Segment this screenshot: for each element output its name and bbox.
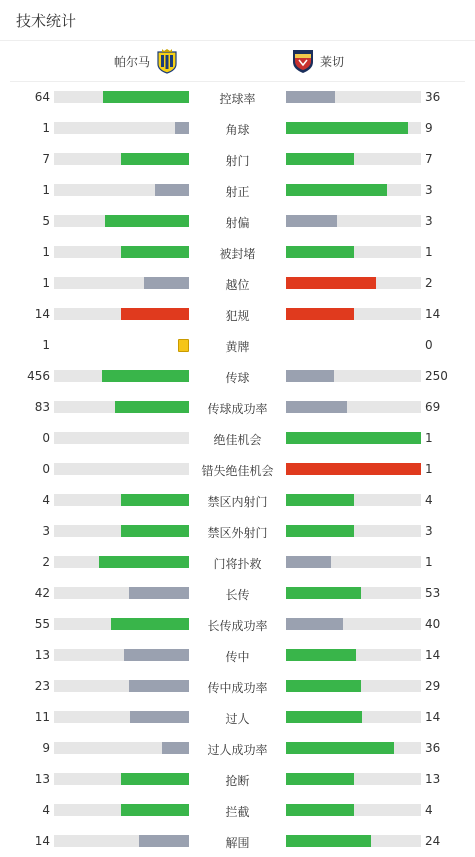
- home-bar-fill: [121, 246, 189, 258]
- away-value: 53: [425, 586, 441, 600]
- away-value: 2: [425, 276, 433, 290]
- stat-label: 传中成功率: [207, 681, 268, 695]
- away-value: 3: [425, 214, 433, 228]
- home-value: 2: [42, 555, 50, 569]
- away-bar: [286, 401, 421, 413]
- home-bar: [54, 184, 189, 196]
- away-bar-fill: [286, 494, 354, 506]
- away-bar-fill: [286, 277, 376, 289]
- away-value: 3: [425, 524, 433, 538]
- away-value: 9: [425, 121, 433, 135]
- away-value: 1: [425, 555, 433, 569]
- home-value: 14: [34, 307, 50, 321]
- home-bar: [54, 649, 189, 661]
- home-bar: [54, 742, 189, 754]
- stat-label: 犯规: [225, 309, 250, 323]
- stat-row: [0, 330, 475, 361]
- away-value: 24: [425, 834, 441, 848]
- away-bar: [286, 184, 421, 196]
- stat-label: 越位: [225, 278, 250, 292]
- home-value: 14: [34, 834, 50, 848]
- home-bar-fill: [121, 308, 189, 320]
- home-bar-fill: [139, 835, 189, 847]
- stat-label: 拦截: [225, 805, 250, 819]
- stat-row: [0, 485, 475, 516]
- home-bar: [54, 525, 189, 537]
- yellow-card-icon: [178, 339, 189, 352]
- stat-row: [0, 237, 475, 268]
- home-bar-fill: [129, 587, 189, 599]
- home-bar: [54, 91, 189, 103]
- away-bar: [286, 711, 421, 723]
- stat-label: 抢断: [225, 774, 250, 788]
- stat-row: [0, 82, 475, 113]
- stat-row: [0, 144, 475, 175]
- stat-row: [0, 361, 475, 392]
- home-value: 64: [34, 90, 50, 104]
- parma-crest-icon: [156, 48, 178, 74]
- away-bar-fill: [286, 122, 408, 134]
- away-value: 4: [425, 803, 433, 817]
- away-value: 40: [425, 617, 441, 631]
- stat-label: 射偏: [225, 216, 250, 230]
- away-bar: [286, 432, 421, 444]
- away-bar-fill: [286, 618, 343, 630]
- away-value: 250: [425, 369, 448, 383]
- away-bar-fill: [286, 773, 354, 785]
- away-value: 7: [425, 152, 433, 166]
- home-bar: [54, 308, 189, 320]
- stat-row: [0, 671, 475, 702]
- home-value: 7: [42, 152, 50, 166]
- home-value: 456: [27, 369, 50, 383]
- home-bar: [54, 587, 189, 599]
- away-bar-fill: [286, 680, 361, 692]
- home-bar-fill: [121, 153, 189, 165]
- stat-label: 错失绝佳机会: [201, 464, 274, 478]
- away-bar: [286, 91, 421, 103]
- away-bar-fill: [286, 370, 334, 382]
- home-bar: [54, 246, 189, 258]
- teams-header: [10, 41, 465, 82]
- home-bar-fill: [175, 122, 189, 134]
- home-bar-fill: [105, 215, 189, 227]
- stat-label: 禁区内射门: [207, 495, 268, 509]
- away-bar: [286, 773, 421, 785]
- home-bar: [54, 153, 189, 165]
- away-bar-fill: [286, 463, 421, 475]
- stat-label: 解围: [225, 836, 250, 850]
- away-value: 1: [425, 462, 433, 476]
- stat-label: 射门: [225, 154, 250, 168]
- away-bar-fill: [286, 804, 354, 816]
- away-value: 14: [425, 307, 441, 321]
- lecce-crest-icon: [292, 48, 314, 74]
- home-bar-fill: [124, 649, 189, 661]
- stat-label: 长传: [225, 588, 250, 602]
- away-bar: [286, 742, 421, 754]
- away-bar-fill: [286, 525, 354, 537]
- home-value: 23: [34, 679, 50, 693]
- stat-label: 被封堵: [219, 247, 256, 261]
- away-bar-fill: [286, 742, 394, 754]
- home-bar: [54, 463, 189, 475]
- away-bar: [286, 153, 421, 165]
- home-bar: [54, 122, 189, 134]
- away-bar-fill: [286, 711, 362, 723]
- away-bar: [286, 308, 421, 320]
- home-team-name: 帕尔马: [113, 54, 150, 69]
- away-value: 0: [425, 338, 433, 352]
- stat-label: 门将扑救: [213, 557, 262, 571]
- stats-list: [0, 82, 475, 857]
- away-bar: [286, 494, 421, 506]
- away-bar: [286, 122, 421, 134]
- away-value: 69: [425, 400, 441, 414]
- home-bar: [54, 618, 189, 630]
- home-value: 13: [34, 772, 50, 786]
- stat-label: 黄牌: [225, 340, 250, 354]
- home-value: 13: [34, 648, 50, 662]
- away-bar: [286, 525, 421, 537]
- home-bar-fill: [99, 556, 189, 568]
- away-bar-fill: [286, 184, 387, 196]
- stat-row: [0, 113, 475, 144]
- home-value: 0: [42, 431, 50, 445]
- away-value: 36: [425, 741, 441, 755]
- home-value: 55: [34, 617, 50, 631]
- away-bar-fill: [286, 835, 371, 847]
- away-value: 29: [425, 679, 441, 693]
- stat-row: [0, 392, 475, 423]
- stat-row: [0, 516, 475, 547]
- home-value: 4: [42, 803, 50, 817]
- away-team[interactable]: [292, 48, 344, 74]
- away-bar: [286, 618, 421, 630]
- stat-row: [0, 547, 475, 578]
- stat-row: [0, 640, 475, 671]
- home-value: 9: [42, 741, 50, 755]
- home-bar: [54, 401, 189, 413]
- stat-row: [0, 268, 475, 299]
- page-title: 技术统计: [16, 12, 77, 30]
- home-bar-fill: [129, 680, 189, 692]
- away-value: 36: [425, 90, 441, 104]
- stat-row: [0, 702, 475, 733]
- home-value: 1: [42, 121, 50, 135]
- home-bar-fill: [115, 401, 189, 413]
- stat-label: 传球: [225, 371, 250, 385]
- away-bar-fill: [286, 649, 356, 661]
- stat-row: [0, 299, 475, 330]
- away-value: 14: [425, 648, 441, 662]
- header: [0, 0, 475, 41]
- stat-label: 角球: [225, 123, 250, 137]
- away-bar: [286, 339, 421, 351]
- away-bar: [286, 804, 421, 816]
- home-bar-fill: [130, 711, 189, 723]
- home-bar: [54, 556, 189, 568]
- home-bar-fill: [155, 184, 189, 196]
- away-bar-fill: [286, 246, 354, 258]
- stat-row: [0, 578, 475, 609]
- away-bar: [286, 215, 421, 227]
- away-bar: [286, 587, 421, 599]
- away-bar: [286, 835, 421, 847]
- home-bar: [54, 680, 189, 692]
- home-value: 5: [42, 214, 50, 228]
- home-value: 83: [34, 400, 50, 414]
- stat-row: [0, 795, 475, 826]
- stat-label: 过人: [225, 712, 250, 726]
- away-bar-fill: [286, 401, 347, 413]
- away-bar-fill: [286, 308, 354, 320]
- home-value: 3: [42, 524, 50, 538]
- home-bar-fill: [111, 618, 189, 630]
- away-bar: [286, 556, 421, 568]
- away-bar: [286, 246, 421, 258]
- away-bar-fill: [286, 587, 361, 599]
- away-bar: [286, 649, 421, 661]
- home-bar-fill: [102, 370, 189, 382]
- home-value: 4: [42, 493, 50, 507]
- home-value: 1: [42, 276, 50, 290]
- away-bar: [286, 680, 421, 692]
- home-bar-fill: [121, 804, 189, 816]
- away-bar: [286, 463, 421, 475]
- home-value: 11: [34, 710, 50, 724]
- away-value: 13: [425, 772, 441, 786]
- stat-label: 禁区外射门: [207, 526, 268, 540]
- away-bar-fill: [286, 91, 335, 103]
- stat-row: [0, 175, 475, 206]
- away-value: 4: [425, 493, 433, 507]
- stat-label: 传球成功率: [207, 402, 268, 416]
- home-bar: [54, 277, 189, 289]
- stat-row: [0, 423, 475, 454]
- away-value: 1: [425, 431, 433, 445]
- stat-label: 绝佳机会: [213, 433, 262, 447]
- home-value: 42: [34, 586, 50, 600]
- stat-label: 控球率: [219, 92, 256, 106]
- home-bar: [54, 835, 189, 847]
- stat-row: [0, 454, 475, 485]
- home-team[interactable]: [114, 48, 178, 74]
- home-bar: [54, 370, 189, 382]
- away-value: 14: [425, 710, 441, 724]
- stat-row: [0, 826, 475, 857]
- home-bar: [54, 804, 189, 816]
- home-bar: [54, 494, 189, 506]
- away-bar: [286, 370, 421, 382]
- home-bar-fill: [121, 525, 189, 537]
- stat-label: 过人成功率: [207, 743, 268, 757]
- away-bar-fill: [286, 556, 331, 568]
- home-bar-fill: [144, 277, 189, 289]
- home-bar: [54, 711, 189, 723]
- away-value: 3: [425, 183, 433, 197]
- home-bar: [54, 215, 189, 227]
- away-bar: [286, 277, 421, 289]
- away-value: 1: [425, 245, 433, 259]
- home-value: 1: [42, 338, 50, 352]
- stat-row: [0, 609, 475, 640]
- home-bar: [54, 773, 189, 785]
- stat-row: [0, 733, 475, 764]
- stat-row: [0, 206, 475, 237]
- away-team-name: 莱切: [320, 54, 345, 69]
- home-bar-fill: [162, 742, 189, 754]
- home-bar: [54, 432, 189, 444]
- home-bar: [54, 339, 189, 351]
- home-bar-fill: [103, 91, 189, 103]
- stat-row: [0, 764, 475, 795]
- stat-label: 传中: [225, 650, 250, 664]
- home-value: 1: [42, 245, 50, 259]
- away-bar-fill: [286, 432, 421, 444]
- stat-label: 射正: [225, 185, 250, 199]
- stat-label: 长传成功率: [207, 619, 268, 633]
- away-bar-fill: [286, 215, 337, 227]
- home-value: 0: [42, 462, 50, 476]
- away-bar-fill: [286, 153, 354, 165]
- home-value: 1: [42, 183, 50, 197]
- home-bar-fill: [121, 773, 189, 785]
- home-bar-fill: [121, 494, 189, 506]
